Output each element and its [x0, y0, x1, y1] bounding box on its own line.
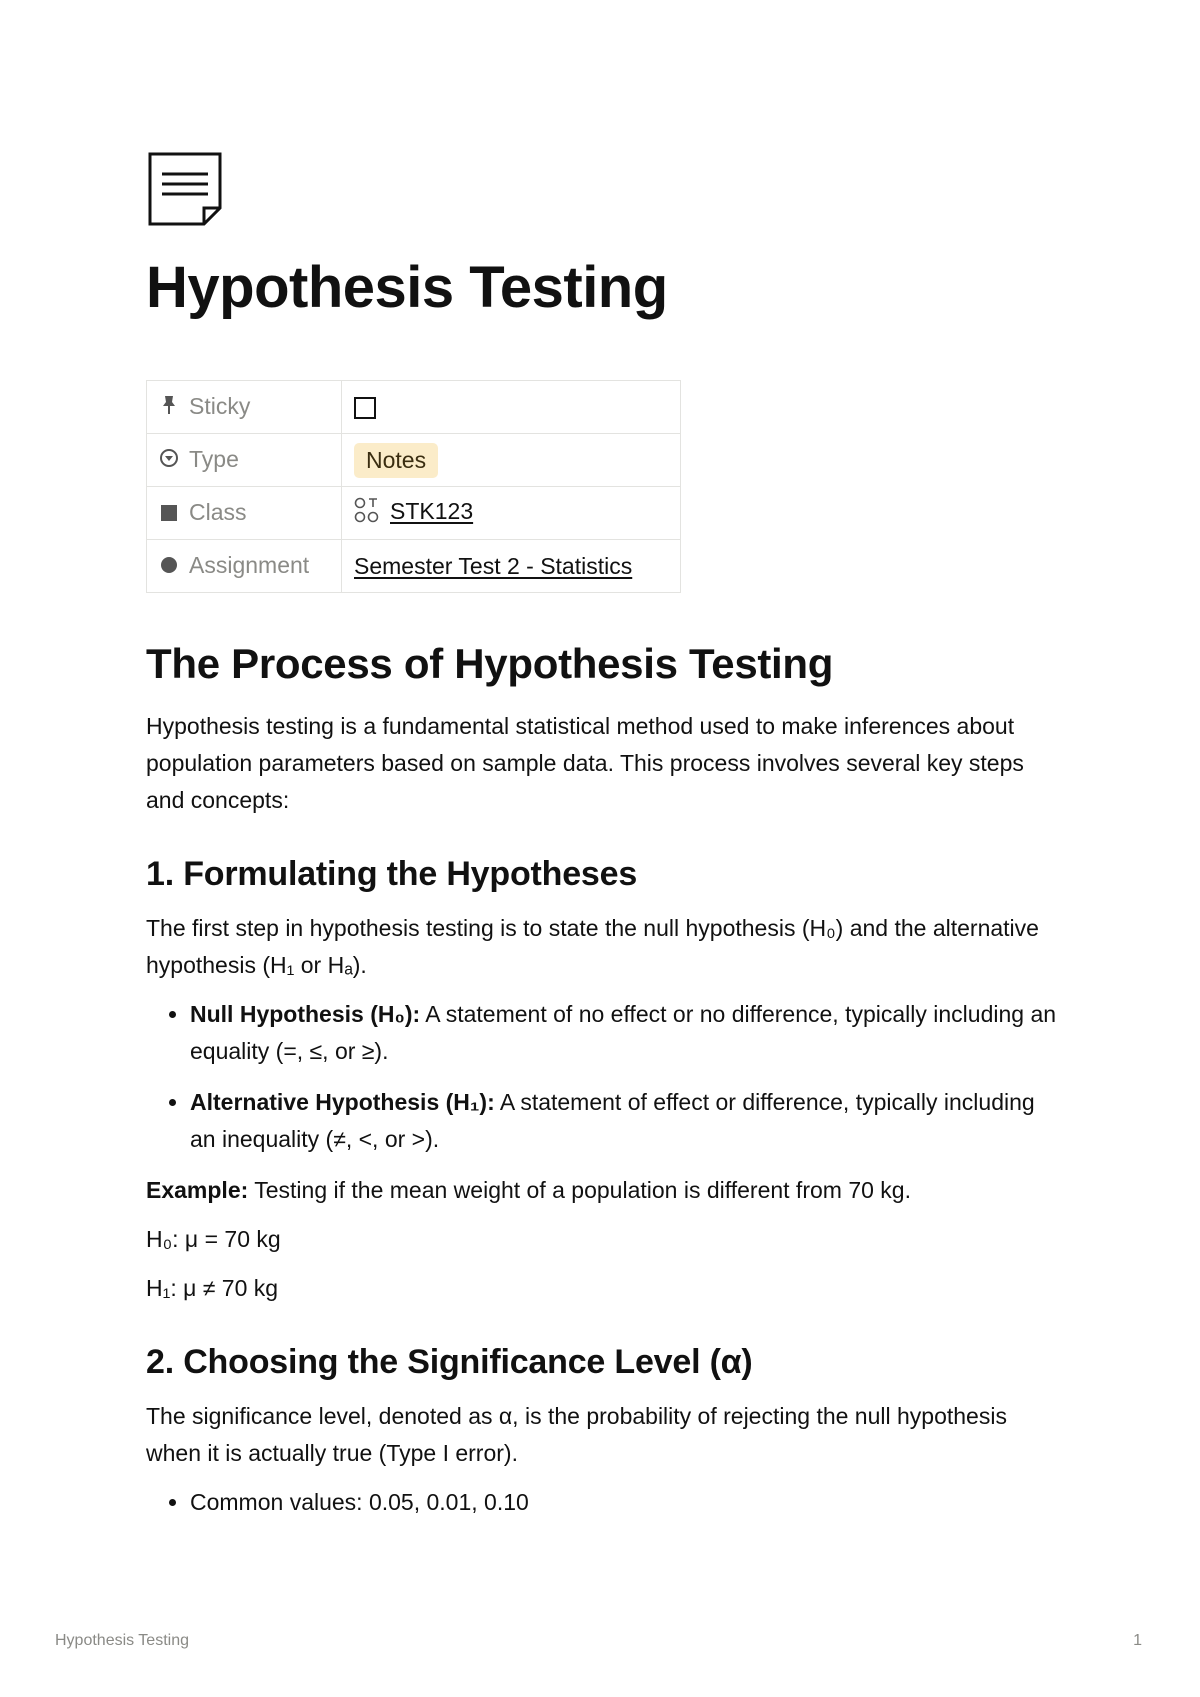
footer-title: Hypothesis Testing [55, 1632, 189, 1649]
alt-hypothesis-text: A statement of effect or difference, typically including an inequality (≠, <, or >). [190, 1089, 1035, 1153]
class-link[interactable]: STK123 [390, 498, 474, 525]
significance-list [146, 1484, 1066, 1521]
assignment-link[interactable]: Semester Test 2 - Statistics [354, 552, 633, 579]
property-row-type [147, 434, 681, 487]
null-hypothesis-label: Null Hypothesis (H₀): [190, 1001, 421, 1028]
hypothesis-list [146, 996, 1066, 1158]
alt-hypothesis-label: Alternative Hypothesis (H₁): [190, 1089, 495, 1116]
list-item: • Common values: 0.05, 0.01, 0.10 [190, 1484, 1066, 1521]
pin-icon [159, 394, 179, 421]
page-number: 1 [1133, 1632, 1142, 1649]
example-paragraph [146, 1172, 1066, 1209]
section2-paragraph: The significance level, denoted as α, is the probability of rejecting the null hypothesis when it is actually true (Type I error). [146, 1403, 1007, 1467]
property-row-sticky [147, 381, 681, 434]
square-icon [159, 500, 179, 527]
property-label: Sticky [189, 392, 251, 419]
h0-line: H₀: μ = 70 kg [146, 1226, 281, 1253]
list-item [190, 996, 1066, 1070]
property-label: Type [189, 445, 239, 472]
section1-heading: 1. Formulating the Hypotheses [146, 855, 638, 894]
page-content [146, 640, 1066, 1535]
property-row-assignment [147, 540, 681, 593]
note-icon [146, 150, 226, 230]
select-icon [159, 447, 179, 474]
grid-icon [354, 497, 380, 529]
page-title: Hypothesis Testing [146, 255, 668, 320]
properties-table [146, 380, 681, 593]
list-item [190, 1084, 1066, 1158]
intro-paragraph: Hypothesis testing is a fundamental statistical method used to make inferences about population parameters based on sample data. This process involves several key steps and concepts: [146, 713, 1024, 814]
h1-line: H₁: μ ≠ 70 kg [146, 1275, 279, 1302]
null-hypothesis-text: A statement of no effect or no difference, typically including an equality (=, ≤, or ≥). [190, 1001, 1057, 1065]
sticky-checkbox[interactable] [354, 397, 376, 419]
property-row-class [147, 487, 681, 540]
circle-icon [159, 553, 179, 580]
property-label: Assignment [189, 551, 310, 578]
type-tag[interactable]: Notes [354, 443, 438, 478]
section2-heading: 2. Choosing the Significance Level (α) [146, 1343, 753, 1382]
section1-paragraph: The first step in hypothesis testing is to state the null hypothesis (H₀) and the alternative hypothesis (H₁ or Hₐ). [146, 915, 1039, 979]
property-label: Class [189, 498, 247, 525]
section-heading: The Process of Hypothesis Testing [146, 640, 834, 687]
example-label: Example: [146, 1177, 249, 1204]
example-text: Testing if the mean weight of a population is different from 70 kg. [248, 1177, 911, 1204]
